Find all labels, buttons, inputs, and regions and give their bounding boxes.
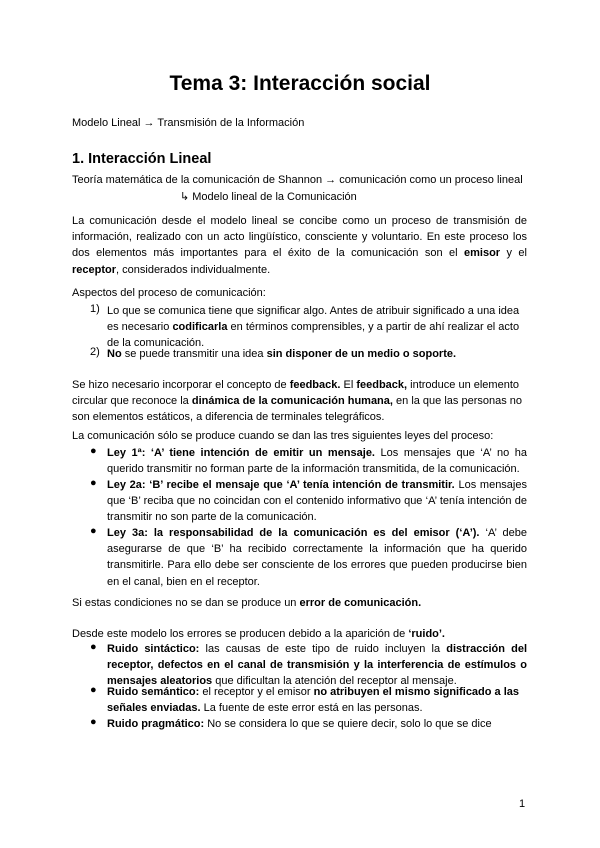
model-line: ↳ Modelo lineal de la Comunicación: [180, 191, 357, 203]
noise-paragraph: Desde este modelo los errores se producen debido a la aparición de ‘ruido’.: [72, 628, 445, 640]
bullet-icon: ●: [90, 641, 97, 653]
feedback-paragraph: Se hizo necesario incorporar el concepto de feedback. El feedback, introduce un elemento circular que reconoce la dinámica de la comunicación humana, en la que las personas no son elementos estáticos, a diferencia de terminales telegráficos.: [72, 379, 523, 424]
bullet-icon: ●: [90, 445, 97, 457]
error-paragraph: Si estas condiciones no se dan se produce un error de comunicación.: [72, 597, 422, 609]
bullet-icon: ●: [90, 684, 97, 696]
law-item: Ley 1ª: ‘A’ tiene intención de emitir un mensaje. Los mensajes que ‘A’ no ha querido transmitir no forman parte de la información transmitida, de la comunicación.: [107, 447, 527, 476]
bullet-icon: ●: [90, 716, 97, 728]
aspect-item: Lo que se comunica tiene que significar algo. Antes de atribuir significado a una idea es necesario codificarla en términos comprensibles, y a partir de ahí realizar el acto de la comunicación.: [107, 305, 520, 350]
page-title: Tema 3: Interacción social: [169, 72, 431, 95]
laws-heading: La comunicación sólo se produce cuando se dan las tres siguientes leyes del proceso:: [72, 430, 494, 442]
law-item: Ley 3a: la responsabilidad de la comunicación es del emisor (‘A’). ‘A’ debe asegurarse de que ‘B’ ha recibido correctamente la información que ha querido transmitirle. Para ello debe ser consciente de los errores que pueden producirse bien en el canal, bien en el receptor.: [107, 527, 527, 588]
aspect-number: 2): [90, 346, 100, 358]
aspect-number: 1): [90, 303, 100, 315]
noise-item: Ruido pragmático: No se considera lo que se quiere decir, solo lo que se dice: [107, 718, 492, 730]
intro-paragraph: La comunicación desde el modelo lineal se concibe como un proceso de transmisión de información, realizado con un acto lingüístico, consciente y voluntario. En este proceso los dos elementos más importantes para el éxito de la comunicación son el emisor y el receptor, considerados individualmente.: [72, 215, 527, 276]
law-item: Ley 2a: ‘B’ recibe el mensaje que ‘A’ tenía intención de transmitir. Los mensajes que ‘B’ reciba que no coincidan con el contenido informativo que ‘A’ tenía intención de transmitir no son parte de la comunicación.: [107, 479, 527, 524]
noise-item: Ruido sintáctico: las causas de este tipo de ruido incluyen la distracción del receptor, defectos en el canal de transmisión y la interferencia de estímulos o mensajes aleatorios que dificultan la atención del receptor al mensaje.: [107, 643, 528, 688]
subtitle: Modelo Lineal → Transmisión de la Información: [72, 117, 305, 129]
aspects-heading: Aspectos del proceso de comunicación:: [72, 287, 266, 299]
bullet-icon: ●: [90, 477, 97, 489]
noise-item: Ruido semántico: el receptor y el emisor no atribuyen el mismo significado a las señales enviadas. La fuente de este error está en las personas.: [107, 686, 520, 715]
theory-line: Teoría matemática de la comunicación de Shannon → comunicación como un proceso lineal: [72, 174, 523, 186]
bullet-icon: ●: [90, 525, 97, 537]
aspect-item: No se puede transmitir una idea sin disponer de un medio o soporte.: [107, 348, 457, 360]
section-heading: 1. Interacción Lineal: [72, 151, 212, 167]
page-number: 1: [519, 798, 526, 810]
